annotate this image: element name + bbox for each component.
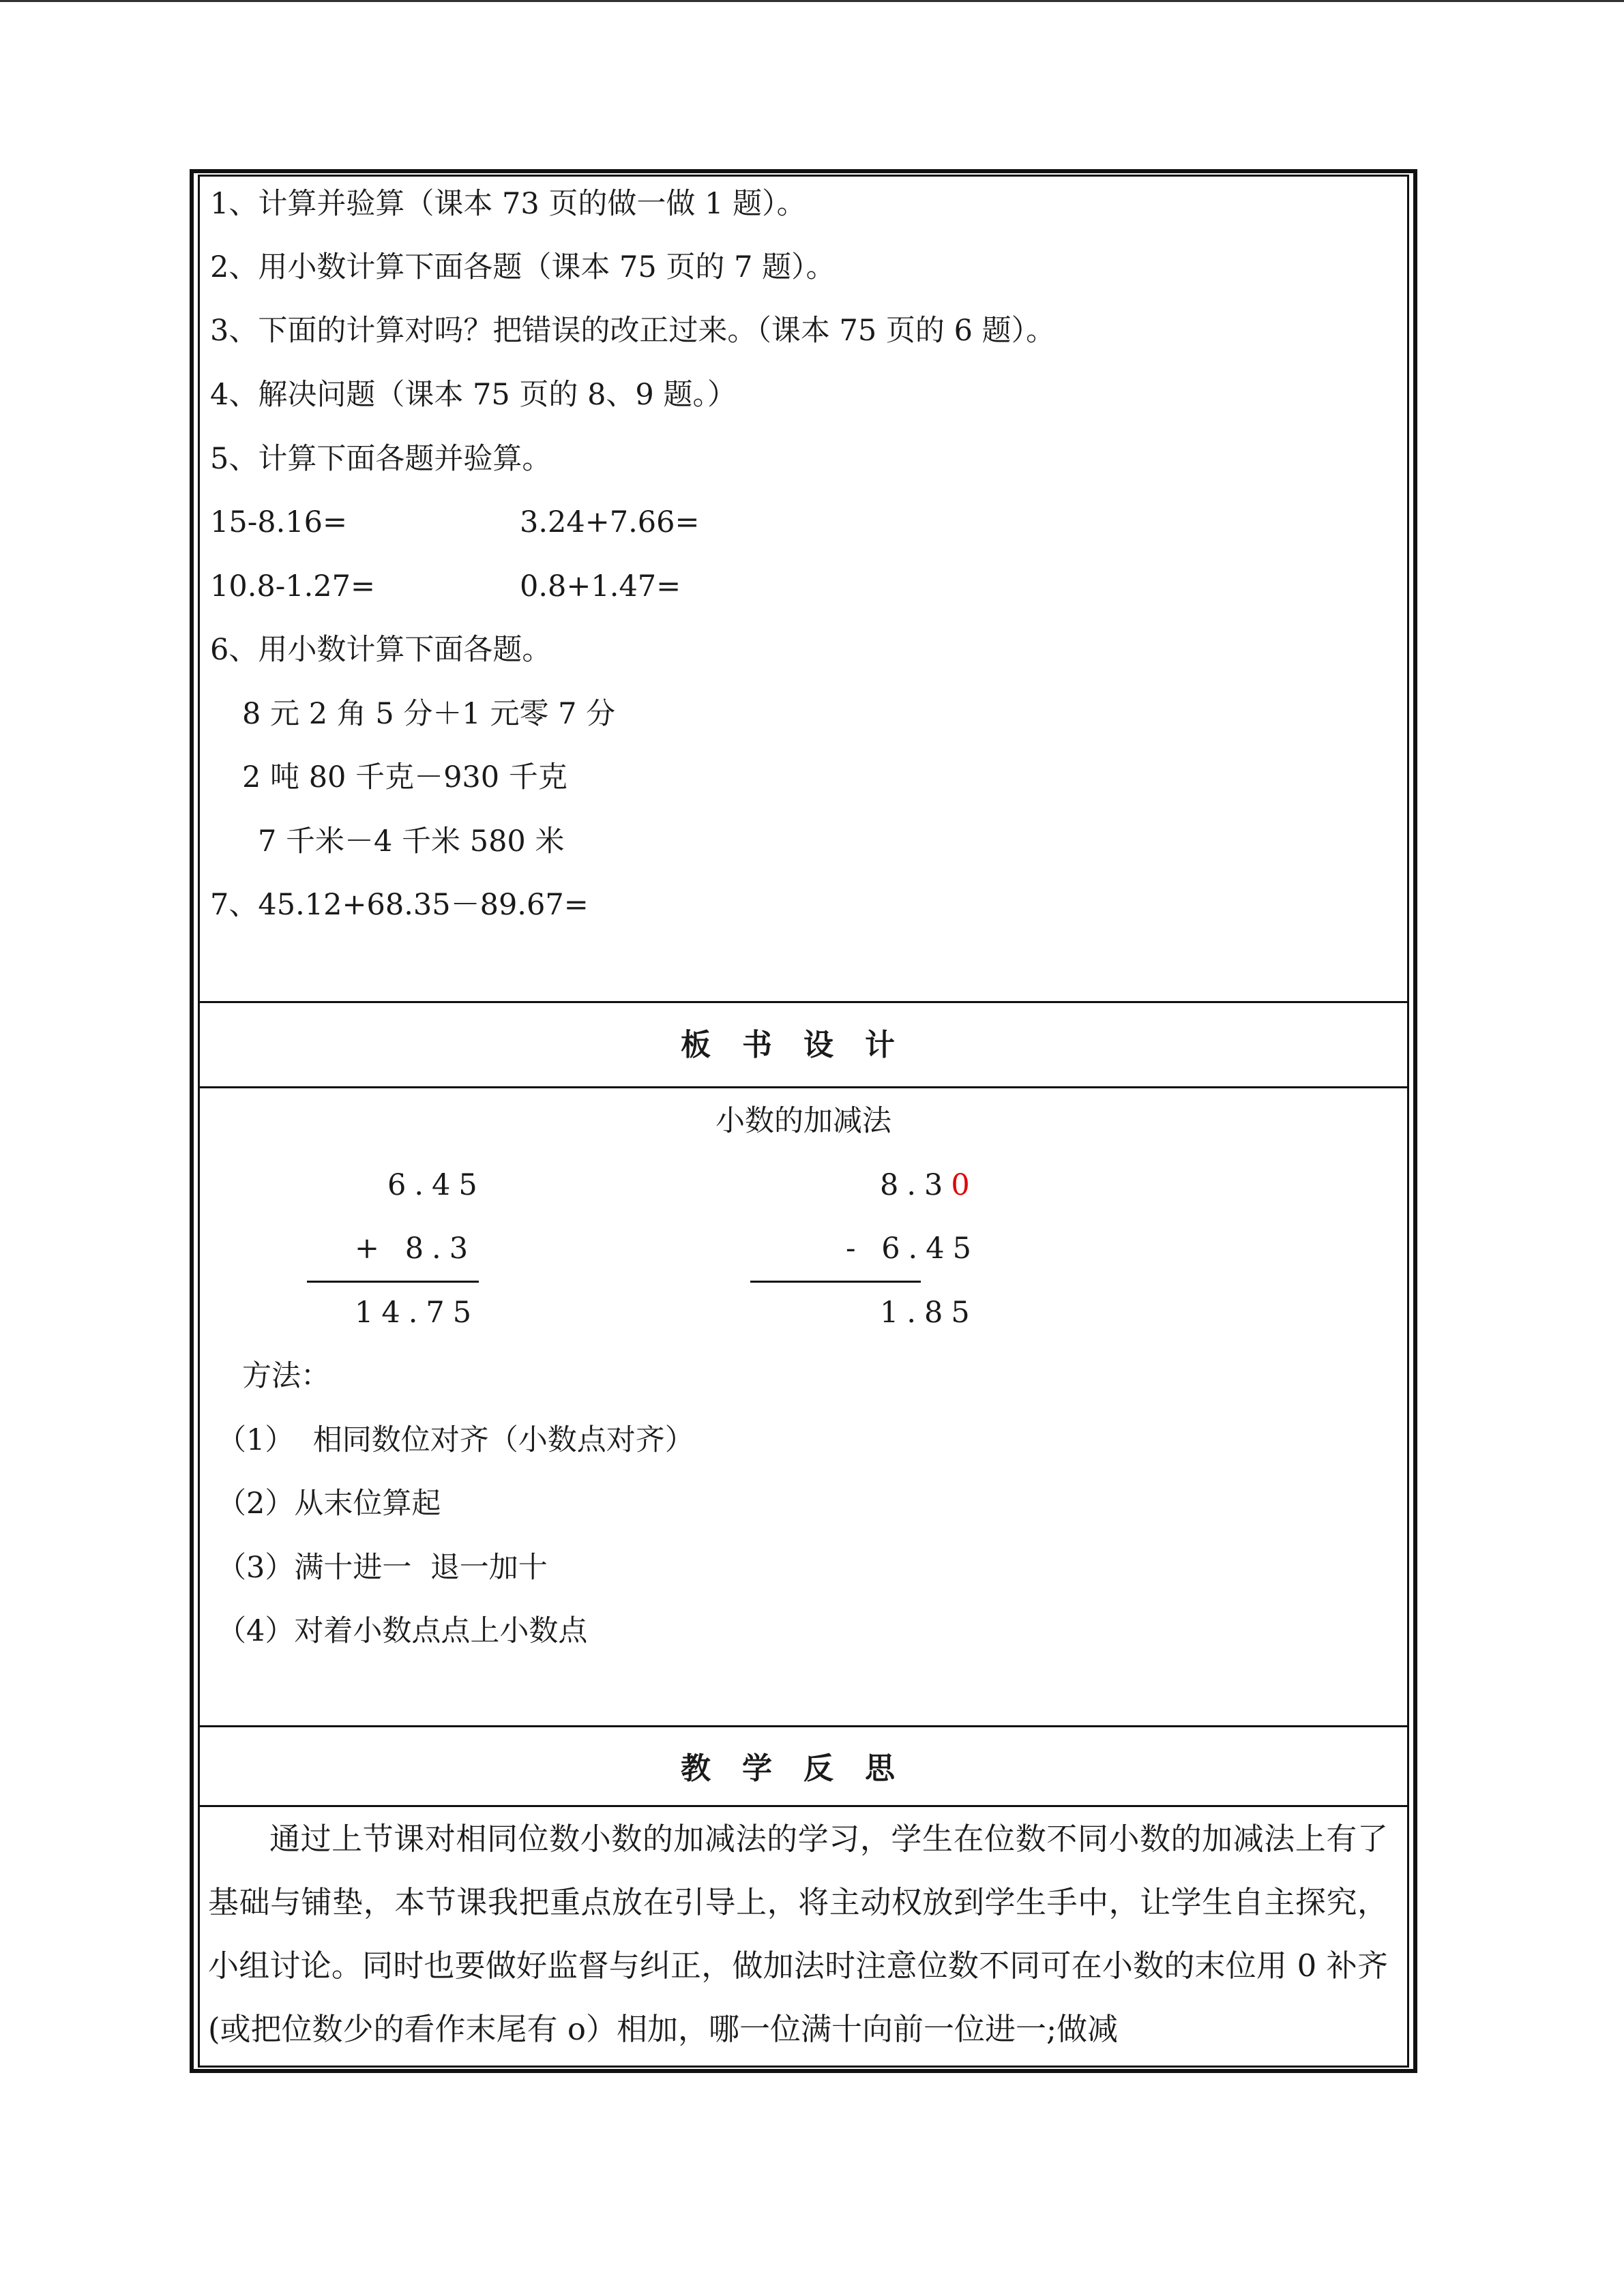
- section-divider: [198, 1725, 1409, 1727]
- method-item-3: （3）满十进一 退一加十: [217, 1551, 548, 1585]
- unit-problem-2: 2 吨 80 千克－930 千克: [242, 760, 567, 794]
- addition-rule-line: [307, 1281, 479, 1283]
- reflection-heading: 教学反思: [681, 1751, 926, 1786]
- section-divider: [198, 1001, 1409, 1003]
- exercise-line-6: 6、用小数计算下面各题。: [210, 633, 552, 667]
- method-label: 方法：: [242, 1359, 330, 1393]
- method-item-2: （2）从末位算起: [217, 1487, 441, 1521]
- section-divider: [198, 1086, 1409, 1088]
- board-heading: 板书设计: [681, 1028, 926, 1062]
- exercise-line-1: 1、计算并验算（课本 73 页的做一做 1 题）。: [210, 187, 806, 221]
- method-item-1: （1） 相同数位对齐（小数点对齐）: [217, 1423, 694, 1457]
- subtraction-top-red-digit: 0: [951, 1168, 978, 1202]
- addition-result: 14.75: [355, 1296, 480, 1330]
- subtraction-result: 1.85: [880, 1296, 978, 1330]
- calc-row1-left: 15-8.16=: [210, 505, 348, 539]
- unit-problem-3: 7 千米－4 千米 580 米: [258, 824, 565, 859]
- method-item-4: （4）对着小数点点上小数点: [217, 1614, 588, 1648]
- exercise-line-4: 4、解决问题（课本 75 页的 8、9 题。）: [210, 378, 737, 412]
- subtraction-operand: - 6.45: [846, 1232, 979, 1266]
- page-top-border: [0, 0, 1624, 2]
- board-title: 小数的加减法: [715, 1104, 891, 1138]
- exercise-line-7: 7、45.12+68.35－89.67=: [210, 888, 589, 922]
- exercise-line-2: 2、用小数计算下面各题（课本 75 页的 7 题）。: [210, 250, 836, 284]
- addition-operand: + 8.3: [355, 1232, 477, 1266]
- addition-top-number: 6.45: [387, 1168, 486, 1202]
- subtraction-rule-line: [750, 1281, 921, 1283]
- exercise-line-5: 5、计算下面各题并验算。: [210, 442, 552, 476]
- subtraction-top-digits: 8.3: [880, 1168, 951, 1202]
- exercise-line-3: 3、下面的计算对吗？把错误的改正过来。（课本 75 页的 6 题）。: [210, 314, 1056, 348]
- subtraction-top-number: [880, 1166, 978, 1204]
- reflection-paragraph: 通过上节课对相同位数小数的加减法的学习，学生在位数不同小数的加减法上有了基础与铺垫，本节课我把重点放在引导上，将主动权放到学生手中，让学生自主探究，小组讨论。同时也要做好监督与纠正，做加法时注意位数不同可在小数的末位用 0 补齐(或把位数少的看作末尾有 o）相加，哪一位满十向前一位进一;做减: [208, 1821, 1388, 2047]
- calc-row2-left: 10.8-1.27=: [210, 569, 376, 603]
- unit-problem-1: 8 元 2 角 5 分＋1 元零 7 分: [242, 697, 616, 731]
- calc-row2-right: 0.8+1.47=: [520, 569, 681, 603]
- calc-row1-right: 3.24+7.66=: [520, 505, 700, 539]
